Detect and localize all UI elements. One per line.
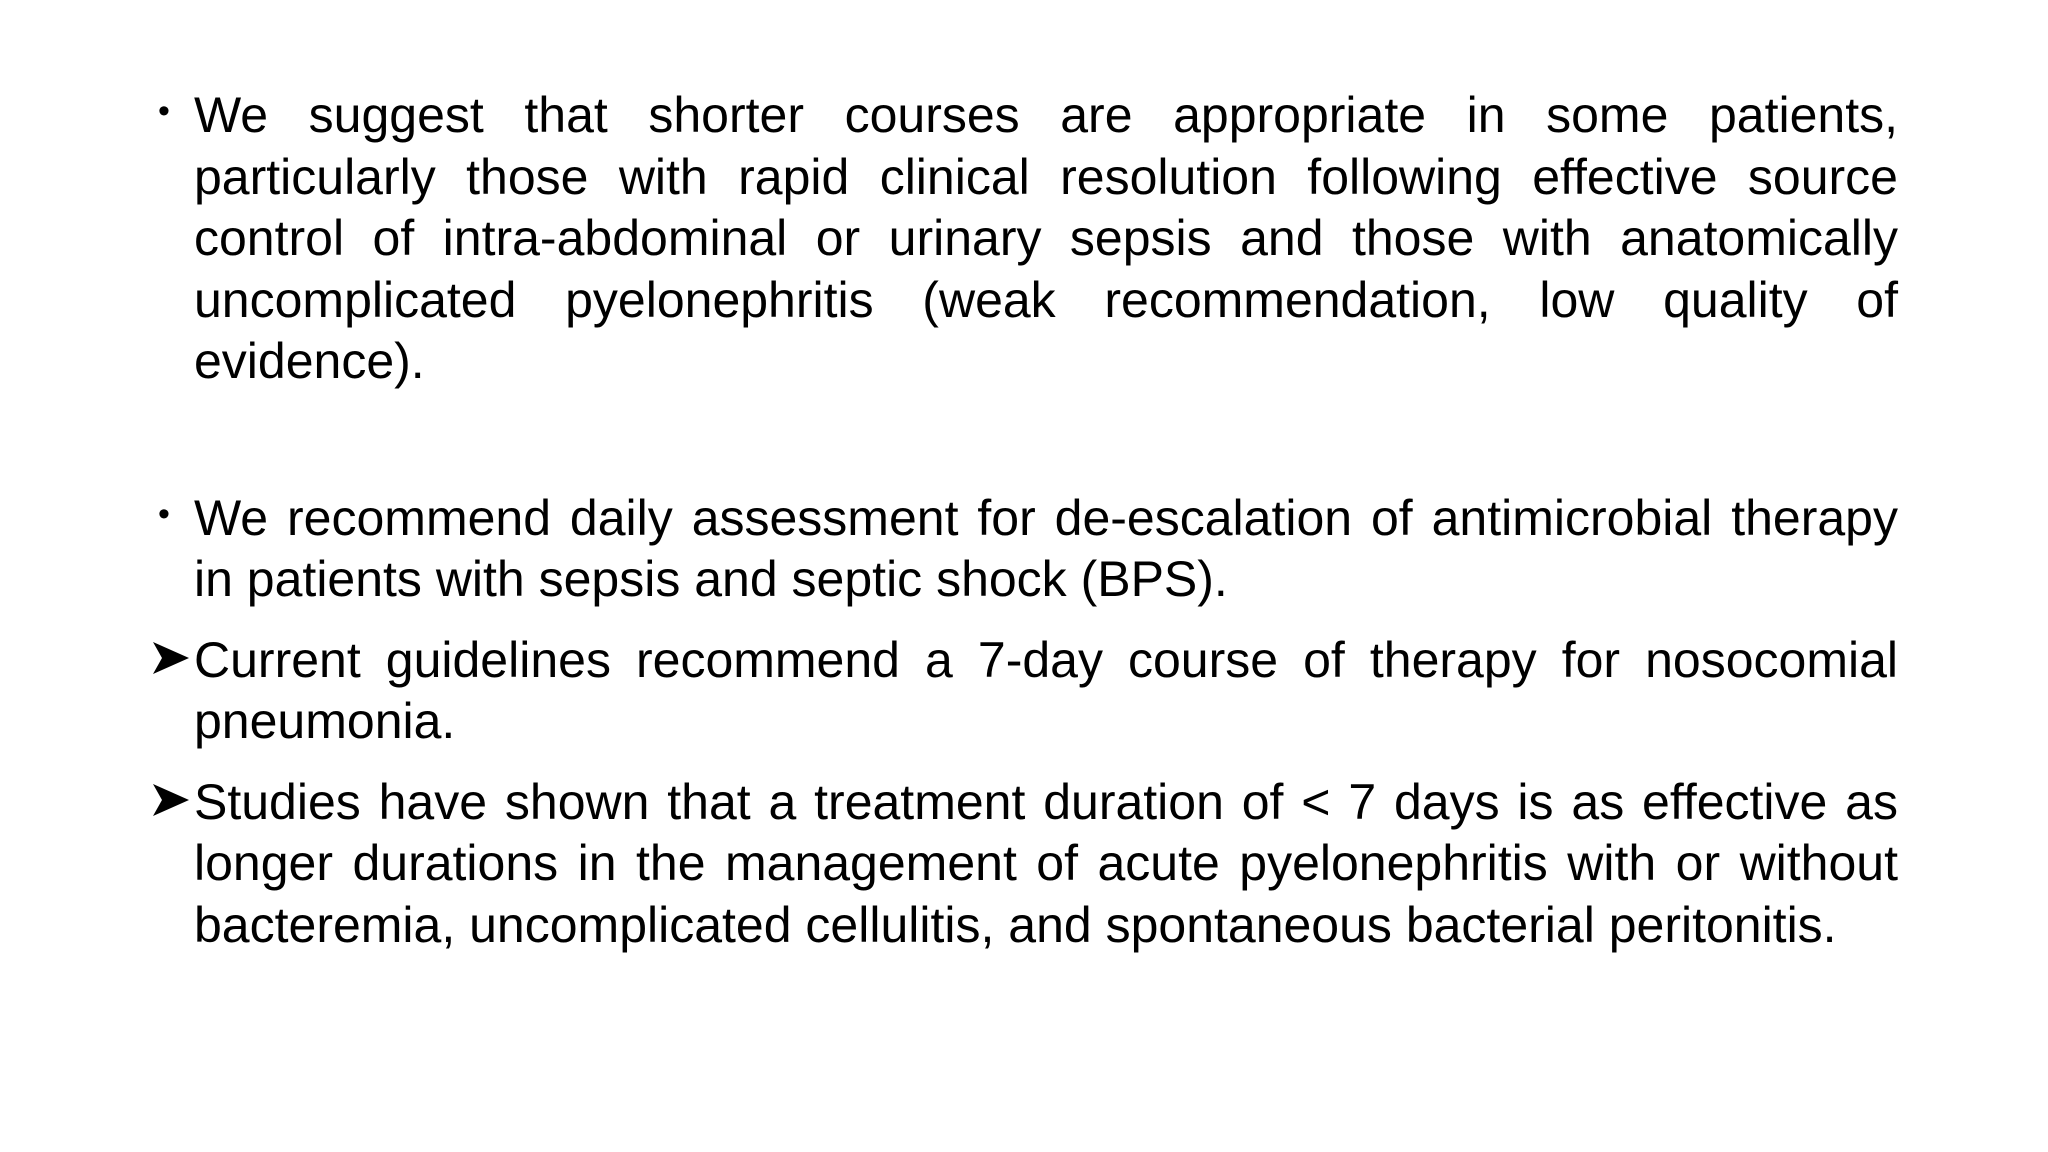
list-item-current-guidelines	[150, 630, 1898, 753]
list-item-text: We suggest that shorter courses are appropriate in some patients, particularly those with rapid clinical resolution following effective source control of intra-abdominal or urinary sepsis and those with anatomically uncomplicated pyelonephritis (weak recommendation, low quality of evidence).	[194, 87, 1898, 389]
bullet-dot-icon: •	[158, 92, 170, 130]
list-item-shorter-courses	[150, 85, 1898, 393]
bullet-list	[150, 85, 1898, 956]
list-item-text: We recommend daily assessment for de-escalation of antimicrobial therapy in patients with sepsis and septic shock (BPS).	[194, 489, 1898, 607]
list-item-studies-shown	[150, 772, 1898, 957]
list-item-text: Studies have shown that a treatment duration of < 7 days is as effective as longer durations in the management of acute pyelonephritis with or without bacteremia, uncomplicated cellulitis, and spontaneous bacterial peritonitis.	[194, 773, 1898, 953]
bullet-dot-icon: •	[158, 494, 170, 533]
list-item-text: Current guidelines recommend a 7-day course of therapy for nosocomial pneumonia.	[194, 631, 1898, 749]
list-item-daily-assessment	[150, 488, 1898, 611]
